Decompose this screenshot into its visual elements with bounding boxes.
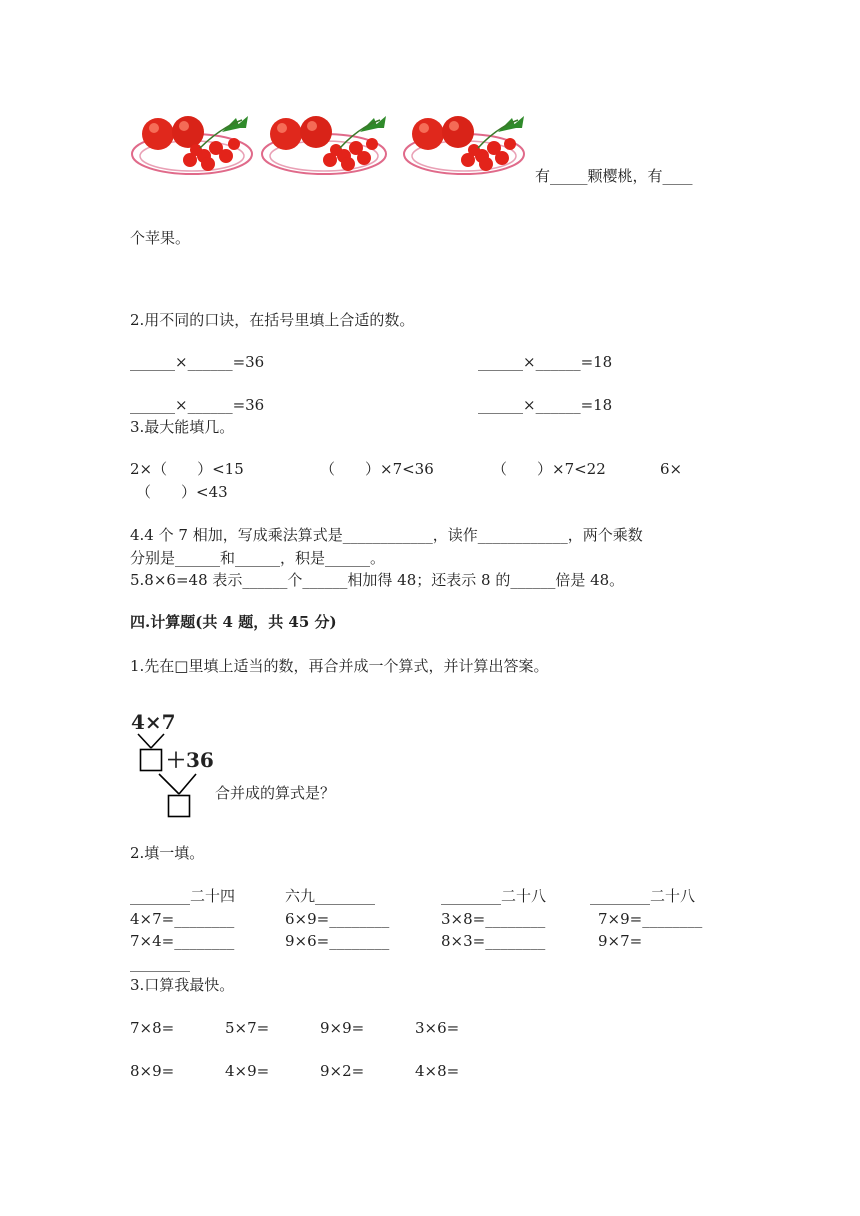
c1-expr-plus: ＋36 [166,748,214,772]
q3-item-b: （ ）×7<36 [320,460,434,478]
q4-line2: 分别是______和______，积是______。 [130,549,386,567]
q3-item-a: 2×（ ）<15 [130,460,244,478]
c2-r2-c1: 4×7=________ [130,910,235,928]
c1-expr-top: 4×7 [131,710,176,734]
c2-r3-c3: 8×3=________ [441,932,546,950]
q3-item-d-part2: （ ）<43 [136,483,228,501]
c2-r1-c1: ________二十四 [130,887,236,905]
c2-r1-c3: ________二十八 [441,887,547,905]
c2-r2-c3: 3×8=________ [441,910,546,928]
c2-r2-c2: 6×9=________ [285,910,390,928]
q3-title: 3.最大能填几。 [130,418,235,436]
c2-r3-c1: 7×4=________ [130,932,235,950]
c2-r1-c4: ________二十八 [590,887,696,905]
c1-tree-diagram [130,730,220,822]
q2-title: 2.用不同的口诀，在括号里填上合适的数。 [130,311,415,329]
c2-r3-c4: 9×7= [598,932,643,950]
c3-r1-c4: 3×6= [415,1019,460,1037]
c1-merged-question: 合并成的算式是？ [215,784,336,802]
c2-r3-wrap: ________ [130,954,190,972]
fruit-question-line1: 有_____颗樱桃，有____ [535,167,693,185]
fruit-plate-1 [130,108,260,180]
q2-row2-left: ______×______=36 [130,396,265,414]
q2-row1-right: ______×______=18 [478,353,613,371]
c3-r2-c1: 8×9= [130,1062,175,1080]
c1-title: 1.先在□里填上适当的数，再合并成一个算式，并计算出答案。 [130,657,549,675]
fruit-plate-3 [402,108,534,180]
q3-item-d-part1: 6× [660,460,683,478]
c3-r1-c3: 9×9= [320,1019,365,1037]
q2-row2-right: ______×______=18 [478,396,613,414]
c3-r1-c2: 5×7= [225,1019,270,1037]
c3-title: 3.口算我最快。 [130,976,235,994]
c3-r2-c2: 4×9= [225,1062,270,1080]
c3-r2-c3: 9×2= [320,1062,365,1080]
fruit-question-line2: 个苹果。 [130,229,191,247]
fruit-plate-2 [260,108,395,180]
q2-row1-left: ______×______=36 [130,353,265,371]
q4-line1: 4.4 个 7 相加，写成乘法算式是____________，读作____________，两个乘数 [130,526,643,544]
c3-r1-c1: 7×8= [130,1019,175,1037]
c2-title: 2.填一填。 [130,844,205,862]
c2-r2-c4: 7×9=________ [598,910,703,928]
q5-line: 5.8×6=48 表示______个______相加得 48；还表示 8 的______倍是 48。 [130,571,625,589]
section4-title: 四.计算题(共 4 题，共 45 分) [130,613,337,631]
c3-r2-c4: 4×8= [415,1062,460,1080]
c2-r3-c2: 9×6=________ [285,932,390,950]
q3-item-c: （ ）×7<22 [492,460,606,478]
c2-r1-c2: 六九________ [285,887,376,905]
